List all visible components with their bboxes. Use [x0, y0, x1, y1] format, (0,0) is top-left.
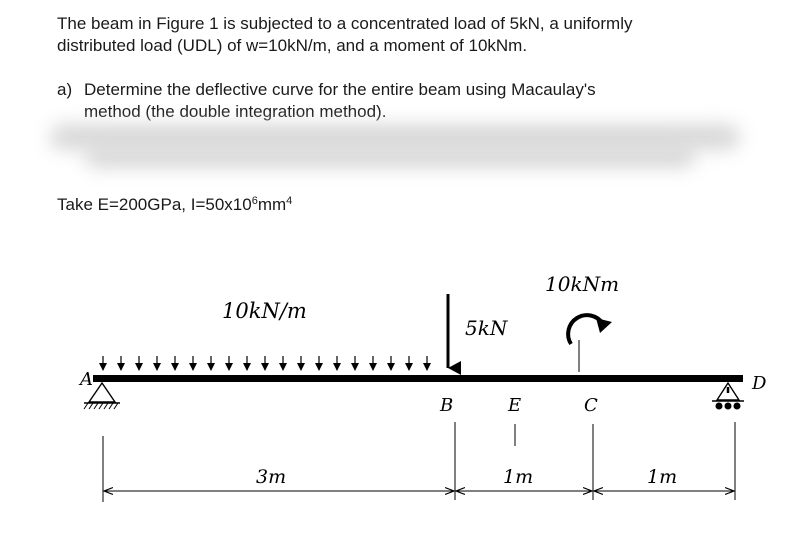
- point-label-e: E: [508, 395, 522, 416]
- question-a-label: a): [57, 80, 73, 99]
- dimension-label-bc: 1m: [503, 466, 534, 488]
- given-prefix: Take E=200GPa, I=50x10: [57, 195, 252, 214]
- problem-line-1: The beam in Figure 1 is subjected to a concentrated load of 5kN, a uniformly: [57, 14, 633, 33]
- given-unit: mm: [257, 195, 287, 214]
- point-label-b: B: [440, 395, 454, 416]
- question-a-line-1: Determine the deflective curve for the entire beam using Macaulay's: [84, 80, 596, 99]
- point-load-label: 5kN: [465, 316, 508, 340]
- moment-label: 10kNm: [545, 272, 620, 296]
- dimension-label-cd: 1m: [647, 466, 678, 488]
- point-label-c: C: [584, 395, 598, 416]
- given-exponent-1: 6: [251, 195, 258, 207]
- dimension-label-ab: 3m: [256, 466, 287, 488]
- dimension-extension-lines: [103, 422, 735, 502]
- udl-label: 10kN/m: [222, 299, 307, 323]
- udl-arrows: [103, 356, 427, 370]
- problem-line-2: distributed load (UDL) of w=10kN/m, and a moment of 10kNm.: [57, 36, 528, 55]
- point-label-d: D: [752, 373, 767, 394]
- beam: [93, 375, 743, 382]
- point-label-a: A: [80, 369, 93, 390]
- applied-moment: [568, 315, 612, 372]
- question-a-line-2: method (the double integration method).: [84, 102, 387, 121]
- given-exponent-2: 4: [286, 195, 293, 207]
- roller-support-d: [712, 383, 744, 410]
